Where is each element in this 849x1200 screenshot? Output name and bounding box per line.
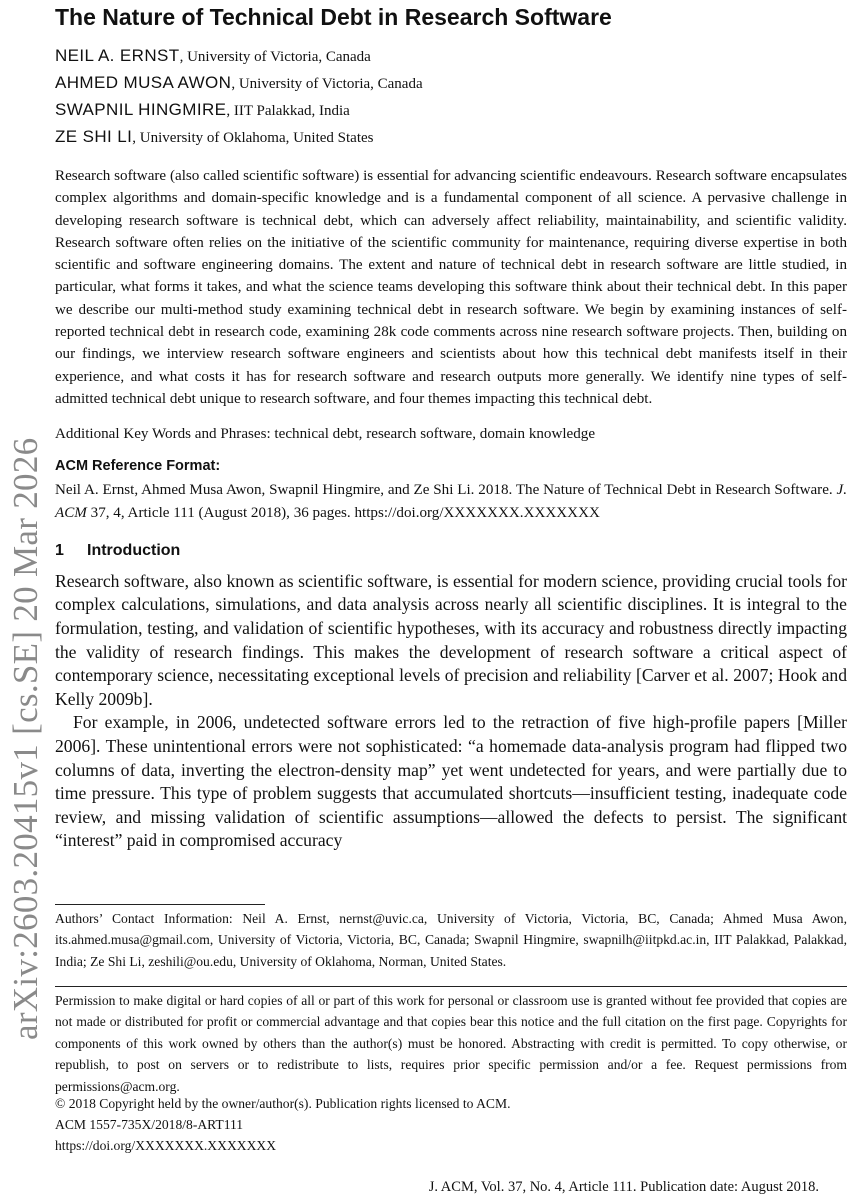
copyright-notice: © 2018 Copyright held by the owner/author(s). Publication rights licensed to ACM.: [55, 1096, 511, 1111]
author-affiliation: , University of Oklahoma, United States: [132, 130, 374, 146]
permission-notice: Permission to make digital or hard copies of all or part of this work for personal or classroom use is granted without fee provided that copies are not made or distributed for profit or commercial advantage and that copies bear this notice and the full citation on the first page. Copyrights for components of this work owned by others than the author(s) must be honored. Abstracting with credit is permitted. To copy otherwise, or republish, to post on servers or to redistribute to lists, requires prior specific permission and/or a fee. Request permissions from permissions@acm.org.: [55, 993, 847, 1094]
author-name: ZE SHI LI: [55, 127, 133, 146]
author-name: NEIL A. ERNST: [55, 46, 180, 65]
permission-divider: [55, 986, 847, 987]
arxiv-identifier-stamp: arXiv:2603.20415v1 [cs.SE] 20 Mar 2026: [6, 437, 45, 1040]
keywords: Additional Key Words and Phrases: technical debt, research software, domain knowledge: [55, 426, 596, 443]
author-entry: [55, 70, 847, 97]
author-list: [55, 43, 847, 151]
author-name: SWAPNIL HINGMIRE: [55, 100, 227, 119]
author-affiliation: , University of Victoria, Canada: [179, 49, 371, 65]
abstract: Research software (also called scientific software) is essential for advancing scientific endeavours. Research software encapsulates complex algorithms and domain-specific knowledge and is a fundamental component of all science. A pervasive challenge in developing research software is technical debt, which can adversely affect reliability, maintainability, and scientific validity. Research software often relies on the initiative of the scientific community for maintenance, requiring diverse expertise in both scientific and software engineering domains. The extent and nature of technical debt in research software are little studied, in particular, what forms it takes, and what the science teams developing this software think about their technical debt. In this paper we describe our multi-method study examining technical debt in research software. We begin by examining instances of self-reported technical debt in research code, examining 28k code comments across nine research software projects. Then, building on our findings, we interview research software engineers and scientists about how this technical debt manifests itself in their experience, and what costs it has for research software and research outputs more generally. We identify nine types of self-admitted technical debt unique to research software, and four themes impacting this technical debt.: [55, 168, 847, 407]
author-name: AHMED MUSA AWON: [55, 73, 232, 92]
reference-format-citation: [55, 479, 847, 524]
citation-journal: J. ACM: [55, 482, 847, 521]
citation-text: Neil A. Ernst, Ahmed Musa Awon, Swapnil Hingmire, and Ze Shi Li. 2018. The Nature of Technical Debt in Research Software.: [55, 482, 837, 499]
author-affiliation: , University of Victoria, Canada: [231, 76, 423, 92]
copyright-block: [55, 1093, 847, 1156]
section-heading: [55, 540, 847, 562]
author-affiliation: , IIT Palakkad, India: [226, 103, 350, 119]
body-paragraph: Research software, also known as scientific software, is essential for modern science, providing crucial tools for complex calculations, simulations, and data analysis across nearly all scientific disciplines. It is integral to the formulation, testing, and validation of scientific hypotheses, with its accuracy and robustness directly impacting the validity of research findings. This makes the development of research software a critical aspect of contemporary science, necessitating exceptional levels of precision and reliability [Carver et al. 2007; Hook and Kelly 2009b].: [55, 570, 847, 709]
paper-title: The Nature of Technical Debt in Research Software: [55, 4, 612, 30]
page-footer: J. ACM, Vol. 37, No. 4, Article 111. Publication date: August 2018.: [428, 1179, 819, 1195]
citation-details: 37, 4, Article 111 (August 2018), 36 pages. https://doi.org/XXXXXXX.XXXXXXX: [86, 504, 600, 521]
author-entry: [55, 43, 847, 70]
issn-line: ACM 1557-735X/2018/8-ART111: [55, 1117, 244, 1132]
author-entry: [55, 97, 847, 124]
author-entry: [55, 124, 847, 151]
author-contact-information: Authors’ Contact Information: Neil A. Ernst, nernst@uvic.ca, University of Victoria, Victoria, BC, Canada; Ahmed Musa Awon, its.ahmed.musa@gmail.com, University of Victoria, Victoria, BC, Canada; Swapnil Hingmire, swapnilh@iitpkd.ac.in, IIT Palakkad, Palakkad, India; Ze Shi Li, zeshili@ou.edu, University of Oklahoma, Norman, United States.: [55, 911, 847, 969]
section-number: 1: [55, 541, 64, 559]
reference-format-heading: ACM Reference Format:: [55, 458, 221, 475]
section-title: Introduction: [87, 541, 181, 559]
paper-page: [55, 0, 847, 853]
doi-line: https://doi.org/XXXXXXX.XXXXXXX: [55, 1138, 277, 1153]
body-paragraph: For example, in 2006, undetected software errors led to the retraction of five high-profile papers [Miller 2006]. These unintentional errors were not sophisticated: “a homemade data-analysis program had flipped two columns of data, inverting the electron-density map” yet went undetected for years, and were partially due to time pressure. This type of problem suggests that accumulated shortcuts—insufficient testing, inadequate code review, and missing validation of scientific assumptions—allowed the defects to persist. The significant “interest” paid in compromised accuracy: [55, 712, 847, 851]
footnote-divider: [55, 904, 265, 905]
